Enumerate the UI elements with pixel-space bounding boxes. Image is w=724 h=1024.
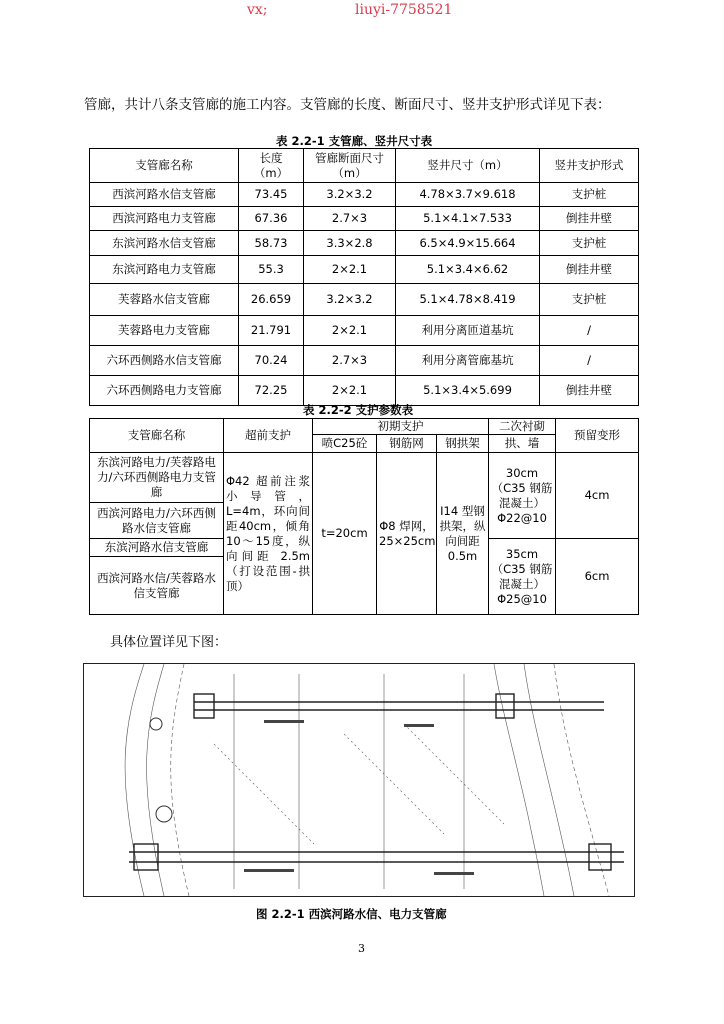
table1 — [89, 148, 639, 406]
t2-name-cell: 东滨河路水信支管廊 — [90, 539, 224, 557]
lower-shaft-box — [589, 844, 611, 870]
t2-shotcrete-cell: t=20cm — [313, 453, 377, 615]
t1-cell: 5.1×3.4×5.699 — [396, 376, 540, 406]
site-plan-svg — [84, 664, 634, 896]
t1-cell: 2×2.1 — [304, 256, 396, 284]
upper-shaft-box — [496, 694, 514, 718]
t1-cell: 3.3×2.8 — [304, 231, 396, 256]
t2-lining-cell: 35cm（C35 钢筋混凝土）Φ25@10 — [489, 539, 556, 615]
t1-cell: 55.3 — [239, 256, 304, 284]
t1-cell: 72.25 — [239, 376, 304, 406]
t1-header-support: 竖井支护形式 — [540, 149, 639, 183]
t2-header-arch: 钢拱架 — [437, 435, 489, 453]
t1-cell: 六环西侧路电力支管廊 — [90, 376, 239, 406]
table-row — [90, 316, 639, 346]
t2-header-name: 支管廊名称 — [90, 419, 224, 453]
t2-header-secondary: 二次衬砌 — [489, 419, 556, 435]
t2-arch-cell: I14 型钢拱架，纵向间距0.5m — [437, 453, 489, 615]
tree-symbol — [150, 718, 162, 730]
road-curve-line — [171, 664, 189, 896]
road-right-line — [554, 664, 609, 896]
t1-cell: / — [540, 316, 639, 346]
t2-mesh-cell: Φ8 焊网，25×25cm — [377, 453, 437, 615]
t1-header-shaft: 竖井尺寸（m） — [396, 149, 540, 183]
t1-cell: 21.791 — [239, 316, 304, 346]
t1-header-section — [304, 149, 396, 183]
t1-header-section-a: 管廊断面尺寸 — [315, 150, 384, 165]
t2-header-arch-wall: 拱、墙 — [489, 435, 556, 453]
table-row — [90, 376, 639, 406]
figure-intro-text: 具体位置详见下图： — [110, 635, 228, 650]
t1-cell: 70.24 — [239, 346, 304, 376]
t1-cell: 利用分离管廊基坑 — [396, 346, 540, 376]
t1-cell: 芙蓉路水信支管廊 — [90, 284, 239, 316]
t1-cell: 5.1×4.78×8.419 — [396, 284, 540, 316]
t1-cell: 5.1×3.4×6.62 — [396, 256, 540, 284]
t1-cell: 芙蓉路电力支管廊 — [90, 316, 239, 346]
table-row — [90, 207, 639, 231]
t1-cell: 倒挂井壁 — [540, 207, 639, 231]
annotation-mark — [404, 724, 434, 727]
figure-caption: 图 2.2-1 西滨河路水信、电力支管廊 — [256, 907, 447, 921]
t1-cell: 六环西侧路水信支管廊 — [90, 346, 239, 376]
table2 — [89, 418, 639, 615]
t1-cell: 倒挂井壁 — [540, 376, 639, 406]
table-row — [90, 183, 639, 207]
t1-cell: 2.7×3 — [304, 207, 396, 231]
road-curve-line — [147, 664, 164, 896]
t2-header-advance: 超前支护 — [224, 419, 313, 453]
upper-shaft-box — [194, 694, 214, 718]
table2-header-row-1 — [90, 419, 639, 435]
t1-cell: 26.659 — [239, 284, 304, 316]
table-row — [90, 256, 639, 284]
watermark-id: liuyi-7758521 — [355, 2, 453, 18]
t1-cell: 3.2×3.2 — [304, 183, 396, 207]
t1-cell: 东滨河路水信支管廊 — [90, 231, 239, 256]
road-right-line — [524, 664, 574, 896]
table-row — [90, 453, 639, 503]
t2-name-cell: 东滨河路电力/芙蓉路电力/六环西侧路电力支管廊 — [90, 453, 224, 503]
t1-cell: 2.7×3 — [304, 346, 396, 376]
t1-cell: / — [540, 346, 639, 376]
tree-symbol — [156, 806, 172, 822]
t1-cell: 支护桩 — [540, 231, 639, 256]
t2-header-shotcrete: 喷C25砼 — [313, 435, 377, 453]
table-row — [90, 346, 639, 376]
t2-header-mesh: 钢筋网 — [377, 435, 437, 453]
t1-cell: 3.2×3.2 — [304, 284, 396, 316]
table1-caption: 表 2.2-1 支管廊、竖井尺寸表 — [276, 134, 433, 148]
watermark — [0, 0, 724, 22]
watermark-vx: vx; — [247, 2, 268, 18]
annotation-mark — [434, 872, 474, 875]
table1-header-row — [90, 149, 639, 183]
t2-lining-cell: 30cm（C35 钢筋混凝土）Φ22@10 — [489, 453, 556, 539]
t1-cell: 5.1×4.1×7.533 — [396, 207, 540, 231]
intro-paragraph: 管廊，共计八条支管廊的施工内容。支管廊的长度、断面尺寸、竖井支护形式详见下表： — [84, 97, 611, 113]
t2-header-initial: 初期支护 — [313, 419, 489, 435]
t1-header-section-b: （m） — [332, 165, 367, 180]
t1-cell: 支护桩 — [540, 284, 639, 316]
road-right-line — [494, 664, 544, 896]
t1-header-length-b: （m） — [253, 165, 289, 180]
t1-cell: 西滨河路水信支管廊 — [90, 183, 239, 207]
page-number: 3 — [358, 942, 365, 955]
t1-header-length-a: 长度 — [259, 150, 283, 165]
t2-reserve-cell: 4cm — [556, 453, 639, 539]
t1-cell: 4.78×3.7×9.618 — [396, 183, 540, 207]
t2-reserve-cell: 6cm — [556, 539, 639, 615]
t1-header-name: 支管廊名称 — [90, 149, 239, 183]
annotation-mark — [244, 869, 294, 872]
t1-cell: 58.73 — [239, 231, 304, 256]
t1-cell: 西滨河路电力支管廊 — [90, 207, 239, 231]
t1-cell: 73.45 — [239, 183, 304, 207]
t1-cell: 67.36 — [239, 207, 304, 231]
table2-caption: 表 2.2-2 支护参数表 — [303, 403, 414, 417]
t1-cell: 支护桩 — [540, 183, 639, 207]
table-row — [90, 284, 639, 316]
t1-cell: 2×2.1 — [304, 376, 396, 406]
t1-cell: 倒挂井壁 — [540, 256, 639, 284]
t1-cell: 6.5×4.9×15.664 — [396, 231, 540, 256]
t2-name-cell: 西滨河路电力/六环西侧路水信支管廊 — [90, 503, 224, 539]
table-row — [90, 231, 639, 256]
t1-header-length — [239, 149, 304, 183]
t2-advance-cell: Φ42 超前注浆小导管，L=4m，环向间距40cm，倾角 10～15度，纵向间距 2.5m（打设范围-拱顶） — [224, 453, 313, 615]
t1-cell: 东滨河路电力支管廊 — [90, 256, 239, 284]
t2-name-cell: 西滨河路水信/芙蓉路水信支管廊 — [90, 557, 224, 615]
t2-header-reserve: 预留变形 — [556, 419, 639, 453]
site-plan-drawing — [83, 663, 635, 897]
t1-cell: 2×2.1 — [304, 316, 396, 346]
t1-cell: 利用分离匝道基坑 — [396, 316, 540, 346]
annotation-mark — [264, 720, 304, 723]
